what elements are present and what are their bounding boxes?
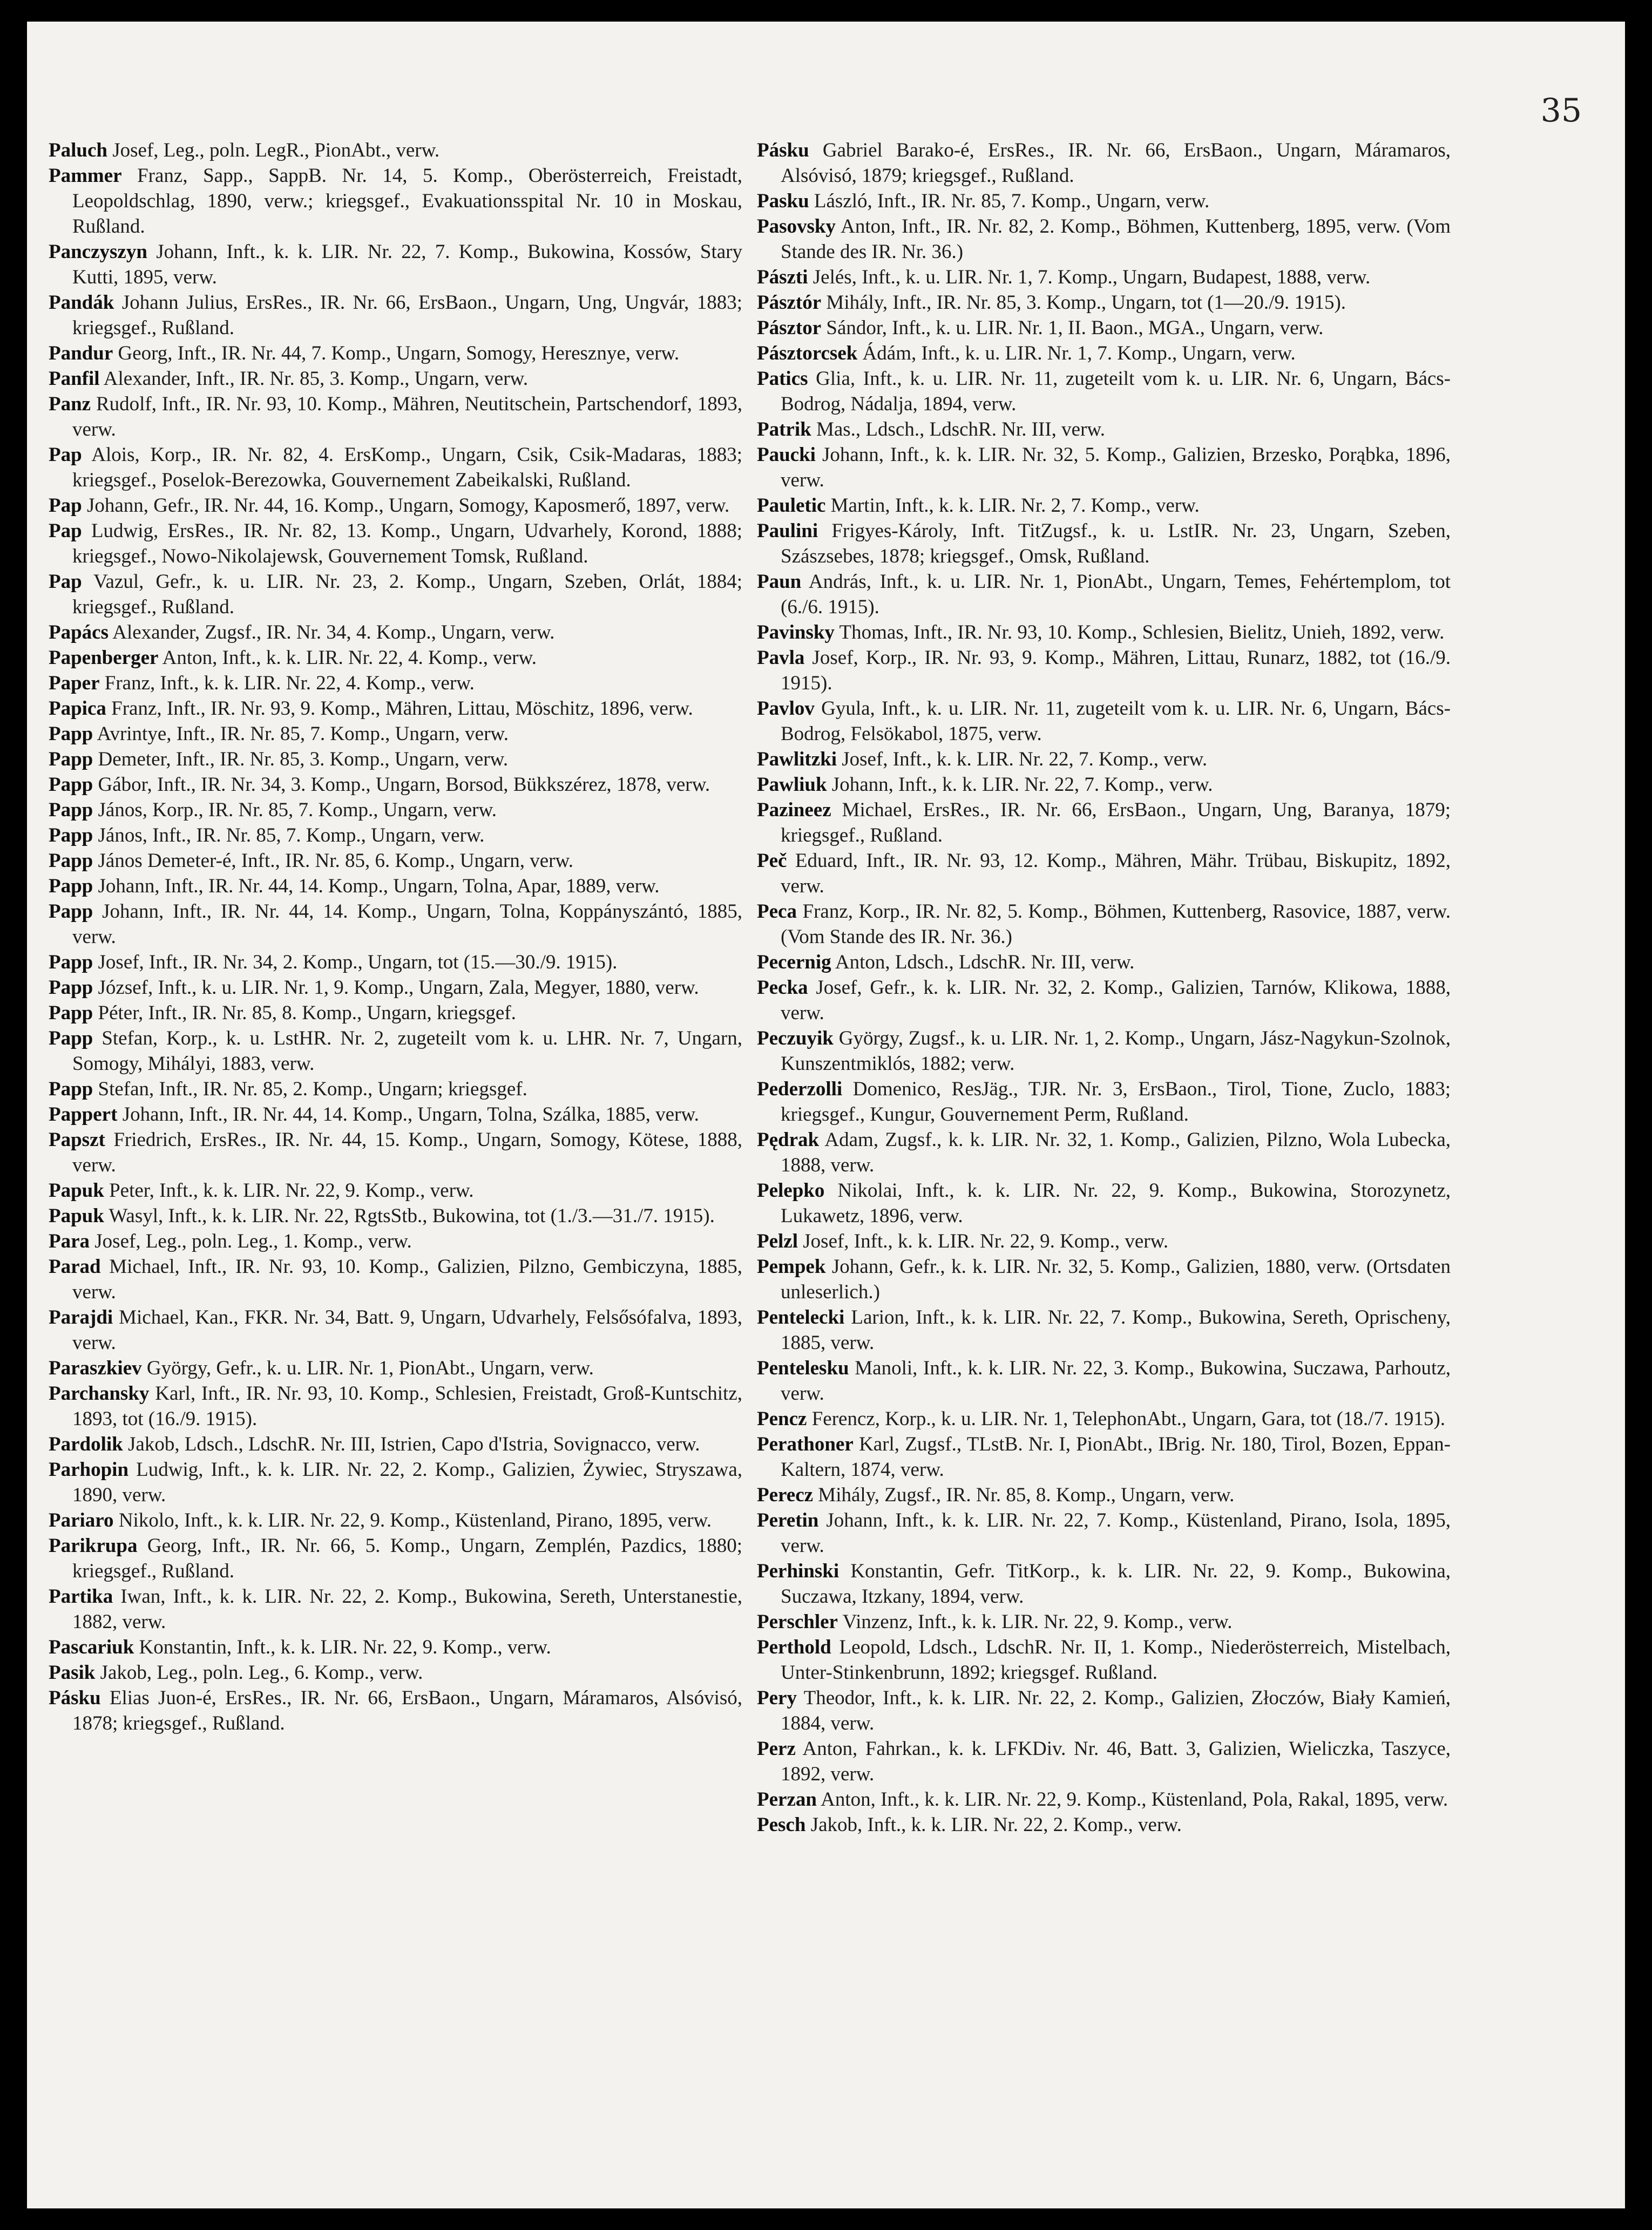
list-item — [757, 797, 1451, 848]
entry-surname: Pecernig — [757, 951, 831, 973]
entry-surname: Perschler — [757, 1611, 838, 1633]
entry-details: György, Gefr., k. u. LIR. Nr. 1, PionAbt., Ungarn, verw. — [146, 1357, 594, 1379]
list-item — [757, 772, 1451, 797]
entry-surname: Pelepko — [757, 1180, 825, 1202]
entry-details: Eduard, Inft., IR. Nr. 93, 12. Komp., Mähren, Mähr. Trübau, Biskupitz, 1892, verw. — [781, 850, 1451, 897]
document-page — [27, 22, 1625, 2208]
entry-details: Adam, Zugsf., k. k. LIR. Nr. 32, 1. Komp., Galizien, Pilzno, Wola Lubecka, 1888, verw. — [781, 1129, 1451, 1176]
entry-details: Demeter, Inft., IR. Nr. 85, 3. Komp., Ungarn, verw. — [98, 748, 509, 770]
entry-surname: Papp — [49, 900, 93, 923]
entry-details: Anton, Fahrkan., k. k. LFKDiv. Nr. 46, Batt. 3, Galizien, Wieliczka, Taszyce, 1892, verw. — [781, 1738, 1451, 1785]
entry-details: Domenico, ResJäg., TJR. Nr. 3, ErsBaon., Tirol, Tione, Zuclo, 1883; kriegsgef., Kungur, Gouvernement Perm, Rußland. — [781, 1078, 1451, 1126]
entry-surname: Pap — [49, 520, 82, 542]
entry-details: Michael, Inft., IR. Nr. 93, 10. Komp., Galizien, Pilzno, Gembiczyna, 1885, verw. — [72, 1256, 742, 1303]
list-item — [49, 569, 742, 620]
entry-details: Gyula, Inft., k. u. LIR. Nr. 11, zugeteilt vom k. u. LIR. Nr. 6, Ungarn, Bács-Bodrog, Felsökabol, 1875, verw. — [781, 697, 1451, 745]
list-item — [49, 1026, 742, 1076]
list-item — [757, 518, 1451, 569]
entry-surname: Pauletic — [757, 494, 826, 517]
entry-surname: Pandur — [49, 342, 113, 364]
entry-surname: Pascariuk — [49, 1636, 134, 1658]
entry-surname: Papp — [49, 875, 93, 897]
entry-surname: Perthold — [757, 1636, 831, 1658]
entry-details: Wasyl, Inft., k. k. LIR. Nr. 22, RgtsStb., Bukowina, tot (1./3.—31./7. 1915). — [109, 1205, 715, 1227]
entry-details: Michael, ErsRes., IR. Nr. 66, ErsBaon., Ungarn, Ung, Baranya, 1879; kriegsgef., Rußland. — [781, 799, 1451, 846]
entry-surname: Parikrupa — [49, 1535, 138, 1557]
right-column — [757, 138, 1451, 1838]
list-item — [49, 873, 742, 899]
entry-details: Anton, Inft., k. k. LIR. Nr. 22, 9. Komp., Küstenland, Pola, Rakal, 1895, verw. — [821, 1788, 1448, 1811]
list-item — [757, 1127, 1451, 1178]
list-item — [757, 1076, 1451, 1127]
entry-details: Alexander, Inft., IR. Nr. 85, 3. Komp., Ungarn, verw. — [103, 368, 529, 390]
entry-surname: Papp — [49, 723, 93, 745]
entry-surname: Patrik — [757, 418, 811, 440]
list-item — [49, 1685, 742, 1736]
entry-details: Péter, Inft., IR. Nr. 85, 8. Komp., Ungarn, kriegsgef. — [98, 1002, 516, 1024]
list-item — [49, 797, 742, 823]
entry-surname: Perzan — [757, 1788, 817, 1811]
list-item — [49, 366, 742, 391]
entry-surname: Papács — [49, 621, 109, 643]
list-item — [757, 366, 1451, 417]
entry-details: Georg, Inft., IR. Nr. 66, 5. Komp., Ungarn, Zemplén, Pazdics, 1880; kriegsgef., Rußland. — [72, 1535, 743, 1582]
entry-details: Ferencz, Korp., k. u. LIR. Nr. 1, TelephonAbt., Ungarn, Gara, tot (18./7. 1915). — [811, 1408, 1445, 1430]
list-item — [49, 1584, 742, 1635]
entry-details: Franz, Inft., k. k. LIR. Nr. 22, 4. Komp., verw. — [104, 672, 475, 694]
list-item — [757, 747, 1451, 772]
entry-surname: Papp — [49, 977, 93, 999]
entry-surname: Pery — [757, 1687, 797, 1709]
entry-surname: Pentelesku — [757, 1357, 849, 1379]
list-item — [49, 1635, 742, 1660]
entry-surname: Pawlitzki — [757, 748, 837, 770]
list-item — [49, 1203, 742, 1229]
list-item — [757, 341, 1451, 366]
list-item — [757, 696, 1451, 747]
entry-surname: Paun — [757, 571, 802, 593]
entry-details: Ludwig, Inft., k. k. LIR. Nr. 22, 2. Komp., Galizien, Żywiec, Stryszawa, 1890, verw. — [72, 1459, 743, 1506]
entry-surname: Partika — [49, 1585, 113, 1608]
entry-details: Sándor, Inft., k. u. LIR. Nr. 1, II. Baon., MGA., Ungarn, verw. — [826, 317, 1324, 339]
entry-details: Johann Julius, ErsRes., IR. Nr. 66, ErsBaon., Ungarn, Ung, Ungvár, 1883; kriegsgef., Rußland. — [72, 292, 743, 339]
entry-surname: Patics — [757, 368, 808, 390]
entry-surname: Pap — [49, 444, 82, 466]
entry-details: Johann, Inft., k. k. LIR. Nr. 32, 5. Komp., Galizien, Brzesko, Porąbka, 1896, verw. — [781, 444, 1451, 491]
entry-surname: Pariaro — [49, 1509, 114, 1531]
list-item — [49, 1254, 742, 1305]
entry-details: Mas., Ldsch., LdschR. Nr. III, verw. — [816, 418, 1105, 440]
list-item — [757, 1787, 1451, 1812]
entry-details: Ádám, Inft., k. u. LIR. Nr. 1, 7. Komp., Ungarn, verw. — [862, 342, 1296, 364]
list-item — [49, 1432, 742, 1457]
list-item — [49, 1381, 742, 1432]
entry-surname: Panz — [49, 393, 91, 415]
entry-surname: Pędrak — [757, 1129, 820, 1151]
list-item — [757, 950, 1451, 975]
entry-surname: Pásku — [757, 139, 809, 161]
entry-surname: Pasovsky — [757, 215, 836, 238]
entry-surname: Pawliuk — [757, 774, 827, 796]
list-item — [757, 493, 1451, 518]
entry-surname: Papp — [49, 951, 93, 973]
entry-surname: Paper — [49, 672, 100, 694]
list-item — [49, 391, 742, 442]
entry-surname: Pappert — [49, 1103, 118, 1126]
entry-details: Franz, Sapp., SappB. Nr. 14, 5. Komp., Oberösterreich, Freistadt, Leopoldschlag, 1890, verw.; kriegsgef., Evakuationsspital Nr. 10 in Moskau, Rußland. — [72, 165, 742, 238]
left-column — [49, 138, 742, 1736]
list-item — [49, 1000, 742, 1026]
entry-details: Avrintye, Inft., IR. Nr. 85, 7. Komp., Ungarn, verw. — [97, 723, 509, 745]
entry-details: Georg, Inft., IR. Nr. 44, 7. Komp., Ungarn, Somogy, Heresznye, verw. — [118, 342, 680, 364]
list-item — [49, 341, 742, 366]
list-item — [49, 493, 742, 518]
list-item — [757, 848, 1451, 899]
entry-surname: Paraszkiev — [49, 1357, 142, 1379]
entry-details: Peter, Inft., k. k. LIR. Nr. 22, 9. Komp., verw. — [109, 1180, 474, 1202]
entry-details: Friedrich, ErsRes., IR. Nr. 44, 15. Komp., Ungarn, Somogy, Kötese, 1888, verw. — [72, 1129, 742, 1176]
entry-surname: Pelzl — [757, 1230, 798, 1252]
list-item — [757, 1026, 1451, 1076]
list-item — [757, 620, 1451, 645]
entry-surname: Parhopin — [49, 1459, 129, 1481]
entry-details: György, Zugsf., k. u. LIR. Nr. 1, 2. Komp., Ungarn, Jász-Nagykun-Szolnok, Kunszentmiklós, 1882; verw. — [781, 1027, 1451, 1075]
list-item — [757, 442, 1451, 493]
list-item — [49, 163, 742, 239]
list-item — [757, 645, 1451, 696]
entry-surname: Panczyszyn — [49, 241, 147, 263]
entry-details: Manoli, Inft., k. k. LIR. Nr. 22, 3. Komp., Bukowina, Suczawa, Parhoutz, verw. — [781, 1357, 1451, 1405]
list-item — [757, 188, 1451, 214]
entry-details: Johann, Inft., k. k. LIR. Nr. 22, 7. Komp., Bukowina, Kossów, Stary Kutti, 1895, verw. — [72, 241, 742, 288]
entry-details: János, Inft., IR. Nr. 85, 7. Komp., Ungarn, verw. — [98, 824, 485, 846]
list-item — [49, 239, 742, 290]
entry-surname: Para — [49, 1230, 90, 1252]
entry-surname: Pederzolli — [757, 1078, 843, 1100]
list-item — [757, 1178, 1451, 1229]
entry-surname: Pászti — [757, 266, 808, 288]
entry-details: Theodor, Inft., k. k. LIR. Nr. 22, 2. Komp., Galizien, Złoczów, Biały Kamień, 1884, verw. — [781, 1687, 1451, 1734]
list-item — [49, 1457, 742, 1508]
entry-details: Franz, Inft., IR. Nr. 93, 9. Komp., Mähren, Littau, Möschitz, 1896, verw. — [111, 697, 693, 720]
entry-surname: Papp — [49, 799, 93, 821]
entry-surname: Pavlov — [757, 697, 815, 720]
entry-details: Jakob, Ldsch., LdschR. Nr. III, Istrien, Capo d'Istria, Sovignacco, verw. — [128, 1433, 700, 1455]
entry-details: Konstantin, Gefr. TitKorp., k. k. LIR. Nr. 22, 9. Komp., Bukowina, Suczawa, Itzkany, 1894, verw. — [781, 1560, 1451, 1608]
list-item — [757, 1355, 1451, 1406]
entry-surname: Parchansky — [49, 1382, 150, 1405]
entry-details: Thomas, Inft., IR. Nr. 93, 10. Komp., Schlesien, Bielitz, Unieh, 1892, verw. — [839, 621, 1445, 643]
list-item — [757, 1635, 1451, 1685]
entry-details: Martin, Inft., k. k. LIR. Nr. 2, 7. Komp., verw. — [830, 494, 1200, 517]
entry-details: Vazul, Gefr., k. u. LIR. Nr. 23, 2. Komp., Ungarn, Szeben, Orlát, 1884; kriegsgef., Rußland. — [72, 571, 742, 618]
entry-details: Glia, Inft., k. u. LIR. Nr. 11, zugeteilt vom k. u. LIR. Nr. 6, Ungarn, Bács-Bodrog, Nádalja, 1894, verw. — [781, 368, 1451, 415]
list-item — [757, 290, 1451, 315]
entry-details: Alexander, Zugsf., IR. Nr. 34, 4. Komp., Ungarn, verw. — [112, 621, 555, 643]
entry-details: Ludwig, ErsRes., IR. Nr. 82, 13. Komp., Ungarn, Udvarhely, Korond, 1888; kriegsgef., Nowo-Nikolajewsk, Gouvernement Tomsk, Rußland. — [72, 520, 742, 567]
entry-details: Frigyes-Károly, Inft. TitZugsf., k. u. LstIR. Nr. 23, Ungarn, Szeben, Szászsebes, 1878; kriegsgef., Omsk, Rußland. — [781, 520, 1451, 567]
list-item — [757, 1609, 1451, 1635]
entry-details: József, Inft., k. u. LIR. Nr. 1, 9. Komp., Ungarn, Zala, Megyer, 1880, verw. — [98, 977, 699, 999]
list-item — [757, 569, 1451, 620]
entry-details: Anton, Ldsch., LdschR. Nr. III, verw. — [835, 951, 1135, 973]
entry-details: Johann, Inft., IR. Nr. 44, 14. Komp., Ungarn, Tolna, Szálka, 1885, verw. — [122, 1103, 699, 1126]
entry-surname: Papuk — [49, 1180, 104, 1202]
list-item — [49, 823, 742, 848]
list-item — [757, 417, 1451, 442]
entry-surname: Paluch — [49, 139, 107, 161]
entry-surname: Pammer — [49, 165, 122, 187]
entry-details: Michael, Kan., FKR. Nr. 34, Batt. 9, Ungarn, Udvarhely, Felsősófalva, 1893, verw. — [72, 1306, 743, 1354]
entry-details: Jelés, Inft., k. u. LIR. Nr. 1, 7. Komp., Ungarn, Budapest, 1888, verw. — [813, 266, 1371, 288]
list-item — [757, 1482, 1451, 1508]
entry-surname: Paulini — [757, 520, 818, 542]
entry-surname: Papszt — [49, 1129, 105, 1151]
entry-details: Johann, Inft., IR. Nr. 44, 14. Komp., Ungarn, Tolna, Koppányszántó, 1885, verw. — [72, 900, 742, 948]
entry-surname: Papp — [49, 850, 93, 872]
list-item — [49, 1355, 742, 1381]
entry-details: Anton, Inft., IR. Nr. 82, 2. Komp., Böhmen, Kuttenberg, 1895, verw. (Vom Stande des IR. Nr. 36.) — [781, 215, 1451, 263]
entry-details: Vinzenz, Inft., k. k. LIR. Nr. 22, 9. Komp., verw. — [842, 1611, 1233, 1633]
list-item — [49, 1178, 742, 1203]
entry-surname: Pásztor — [757, 317, 822, 339]
list-item — [757, 1685, 1451, 1736]
entry-details: Johann, Inft., k. k. LIR. Nr. 22, 7. Komp., verw. — [831, 774, 1213, 796]
list-item — [757, 1812, 1451, 1838]
entry-surname: Papp — [49, 774, 93, 796]
list-item — [49, 899, 742, 950]
list-item — [49, 1102, 742, 1127]
entry-surname: Pásztór — [757, 292, 822, 314]
list-item — [49, 518, 742, 569]
entry-details: Josef, Inft., k. k. LIR. Nr. 22, 7. Komp., verw. — [842, 748, 1208, 770]
list-item — [49, 1229, 742, 1254]
page-number: 35 — [1540, 92, 1582, 130]
entry-surname: Pencz — [757, 1408, 807, 1430]
entry-details: Mihály, Zugsf., IR. Nr. 85, 8. Komp., Ungarn, verw. — [818, 1484, 1235, 1506]
list-item — [757, 1406, 1451, 1432]
entry-surname: Peretin — [757, 1509, 819, 1531]
entry-details: Mihály, Inft., IR. Nr. 85, 3. Komp., Ungarn, tot (1—20./9. 1915). — [826, 292, 1346, 314]
entry-details: Johann, Inft., IR. Nr. 44, 14. Komp., Ungarn, Tolna, Apar, 1889, verw. — [98, 875, 660, 897]
entry-details: Jakob, Inft., k. k. LIR. Nr. 22, 2. Komp., verw. — [810, 1814, 1182, 1836]
entry-surname: Papenberger — [49, 647, 159, 669]
list-item — [757, 265, 1451, 290]
list-item — [757, 899, 1451, 950]
entry-details: Iwan, Inft., k. k. LIR. Nr. 22, 2. Komp., Bukowina, Sereth, Unterstanestie, 1882, verw. — [72, 1585, 743, 1633]
entry-details: Franz, Korp., IR. Nr. 82, 5. Komp., Böhmen, Kuttenberg, Rasovice, 1887, verw. (Vom Stande des IR. Nr. 36.) — [781, 900, 1451, 948]
entry-surname: Perhinski — [757, 1560, 839, 1582]
entry-surname: Pesch — [757, 1814, 806, 1836]
entry-surname: Peč — [757, 850, 787, 872]
entry-details: Johann, Gefr., IR. Nr. 44, 16. Komp., Ungarn, Somogy, Kaposmerő, 1897, verw. — [86, 494, 730, 517]
entry-surname: Pazineez — [757, 799, 831, 821]
list-item — [757, 1508, 1451, 1558]
list-item — [49, 950, 742, 975]
entry-details: János, Korp., IR. Nr. 85, 7. Komp., Ungarn, verw. — [98, 799, 497, 821]
entry-surname: Perathoner — [757, 1433, 854, 1455]
list-item — [49, 138, 742, 163]
entry-surname: Parajdi — [49, 1306, 113, 1328]
entry-details: Karl, Inft., IR. Nr. 93, 10. Komp., Schlesien, Freistadt, Groß-Kuntschitz, 1893, tot (16./9. 1915). — [72, 1382, 742, 1430]
entry-surname: Pentelecki — [757, 1306, 845, 1328]
list-item — [49, 721, 742, 747]
list-item — [757, 975, 1451, 1026]
entry-surname: Parad — [49, 1256, 101, 1278]
entry-details: András, Inft., k. u. LIR. Nr. 1, PionAbt., Ungarn, Temes, Fehértemplom, tot (6./6. 1915). — [781, 571, 1451, 618]
entry-details: Stefan, Inft., IR. Nr. 85, 2. Komp., Ungarn; kriegsgef. — [98, 1078, 527, 1100]
list-item — [757, 214, 1451, 265]
entry-details: Josef, Inft., k. k. LIR. Nr. 22, 9. Komp., verw. — [803, 1230, 1169, 1252]
list-item — [49, 670, 742, 696]
list-item — [49, 1076, 742, 1102]
list-item — [757, 1736, 1451, 1787]
list-item — [757, 1254, 1451, 1305]
list-item — [49, 1305, 742, 1355]
entry-surname: Papp — [49, 1002, 93, 1024]
entry-surname: Paucki — [757, 444, 816, 466]
entry-details: László, Inft., IR. Nr. 85, 7. Komp., Ungarn, verw. — [814, 190, 1210, 212]
list-item — [757, 1229, 1451, 1254]
entry-surname: Papp — [49, 748, 93, 770]
entry-surname: Pecka — [757, 977, 808, 999]
entry-surname: Pasku — [757, 190, 809, 212]
entry-surname: Perz — [757, 1738, 796, 1760]
entry-details: Konstantin, Inft., k. k. LIR. Nr. 22, 9. Komp., verw. — [139, 1636, 551, 1658]
list-item — [49, 848, 742, 873]
entry-surname: Pavinsky — [757, 621, 835, 643]
entry-surname: Perecz — [757, 1484, 814, 1506]
entry-surname: Papuk — [49, 1205, 104, 1227]
entry-surname: Pap — [49, 494, 82, 517]
entry-surname: Pardolik — [49, 1433, 123, 1455]
list-item — [49, 1660, 742, 1685]
entry-details: Anton, Inft., k. k. LIR. Nr. 22, 4. Komp., verw. — [162, 647, 537, 669]
entry-surname: Pandák — [49, 292, 114, 314]
entry-details: Josef, Gefr., k. k. LIR. Nr. 32, 2. Komp., Galizien, Tarnów, Klikowa, 1888, verw. — [781, 977, 1451, 1024]
list-item — [49, 747, 742, 772]
entry-details: Josef, Inft., IR. Nr. 34, 2. Komp., Ungarn, tot (15.—30./9. 1915). — [98, 951, 618, 973]
list-item — [49, 442, 742, 493]
entry-surname: Panfil — [49, 368, 100, 390]
entry-details: Nikolo, Inft., k. k. LIR. Nr. 22, 9. Komp., Küstenland, Pirano, 1895, verw. — [118, 1509, 712, 1531]
entry-details: Josef, Korp., IR. Nr. 93, 9. Komp., Mähren, Littau, Runarz, 1882, tot (16./9. 1915). — [781, 647, 1451, 694]
list-item — [49, 645, 742, 670]
list-item — [49, 290, 742, 341]
entry-surname: Pavla — [757, 647, 805, 669]
entry-surname: Pásztorcsek — [757, 342, 858, 364]
entry-surname: Peca — [757, 900, 797, 923]
entry-surname: Pap — [49, 571, 82, 593]
list-item — [49, 1127, 742, 1178]
entry-surname: Papp — [49, 1027, 93, 1049]
entry-details: Larion, Inft., k. k. LIR. Nr. 22, 7. Komp., Bukowina, Sereth, Oprischeny, 1885, verw. — [781, 1306, 1451, 1354]
entry-details: Rudolf, Inft., IR. Nr. 93, 10. Komp., Mähren, Neutitschein, Partschendorf, 1893, verw. — [72, 393, 743, 440]
entry-surname: Papp — [49, 1078, 93, 1100]
list-item — [49, 975, 742, 1000]
entry-details: Johann, Inft., k. k. LIR. Nr. 22, 7. Komp., Küstenland, Pirano, Isola, 1895, verw. — [781, 1509, 1451, 1557]
entry-details: Gábor, Inft., IR. Nr. 34, 3. Komp., Ungarn, Borsod, Bükkszérez, 1878, verw. — [98, 774, 710, 796]
list-item — [49, 696, 742, 721]
entry-surname: Pásku — [49, 1687, 101, 1709]
entry-details: Alois, Korp., IR. Nr. 82, 4. ErsKomp., Ungarn, Csik, Csik-Madaras, 1883; kriegsgef., Poselok-Berezowka, Gouvernement Zabeikalski, Rußland. — [72, 444, 742, 491]
list-item — [757, 1432, 1451, 1482]
list-item — [757, 1558, 1451, 1609]
entry-details: Josef, Leg., poln. LegR., PionAbt., verw. — [112, 139, 440, 161]
entry-details: Josef, Leg., poln. Leg., 1. Komp., verw. — [94, 1230, 412, 1252]
entry-details: Nikolai, Inft., k. k. LIR. Nr. 22, 9. Komp., Bukowina, Storozynetz, Lukawetz, 1896, verw. — [781, 1180, 1451, 1227]
entry-surname: Pempek — [757, 1256, 826, 1278]
list-item — [49, 1508, 742, 1533]
entry-details: Gabriel Barako-é, ErsRes., IR. Nr. 66, ErsBaon., Ungarn, Máramaros, Alsóvisó, 1879; kriegsgef., Rußland. — [781, 139, 1451, 187]
entry-surname: Papica — [49, 697, 106, 720]
list-item — [757, 1305, 1451, 1355]
list-item — [49, 620, 742, 645]
entry-details: János Demeter-é, Inft., IR. Nr. 85, 6. Komp., Ungarn, verw. — [98, 850, 574, 872]
entry-surname: Peczuyik — [757, 1027, 834, 1049]
entry-details: Leopold, Ldsch., LdschR. Nr. II, 1. Komp., Niederösterreich, Mistelbach, Unter-Stinkenbrunn, 1892; kriegsgef. Rußland. — [781, 1636, 1451, 1684]
list-item — [757, 138, 1451, 188]
list-item — [49, 1533, 742, 1584]
entry-details: Stefan, Korp., k. u. LstHR. Nr. 2, zugeteilt vom k. u. LHR. Nr. 7, Ungarn, Somogy, Mihályi, 1883, verw. — [72, 1027, 743, 1075]
entry-details: Elias Juon-é, ErsRes., IR. Nr. 66, ErsBaon., Ungarn, Máramaros, Alsóvisó, 1878; kriegsgef., Rußland. — [72, 1687, 743, 1734]
entry-details: Jakob, Leg., poln. Leg., 6. Komp., verw. — [100, 1662, 423, 1684]
entry-surname: Pasik — [49, 1662, 96, 1684]
list-item — [49, 772, 742, 797]
entry-surname: Papp — [49, 824, 93, 846]
entry-details: Karl, Zugsf., TLstB. Nr. I, PionAbt., IBrig. Nr. 180, Tirol, Bozen, Eppan-Kaltern, 1874, verw. — [781, 1433, 1451, 1481]
entry-details: Johann, Gefr., k. k. LIR. Nr. 32, 5. Komp., Galizien, 1880, verw. (Ortsdaten unleserlich.) — [781, 1256, 1451, 1303]
list-item — [757, 315, 1451, 341]
